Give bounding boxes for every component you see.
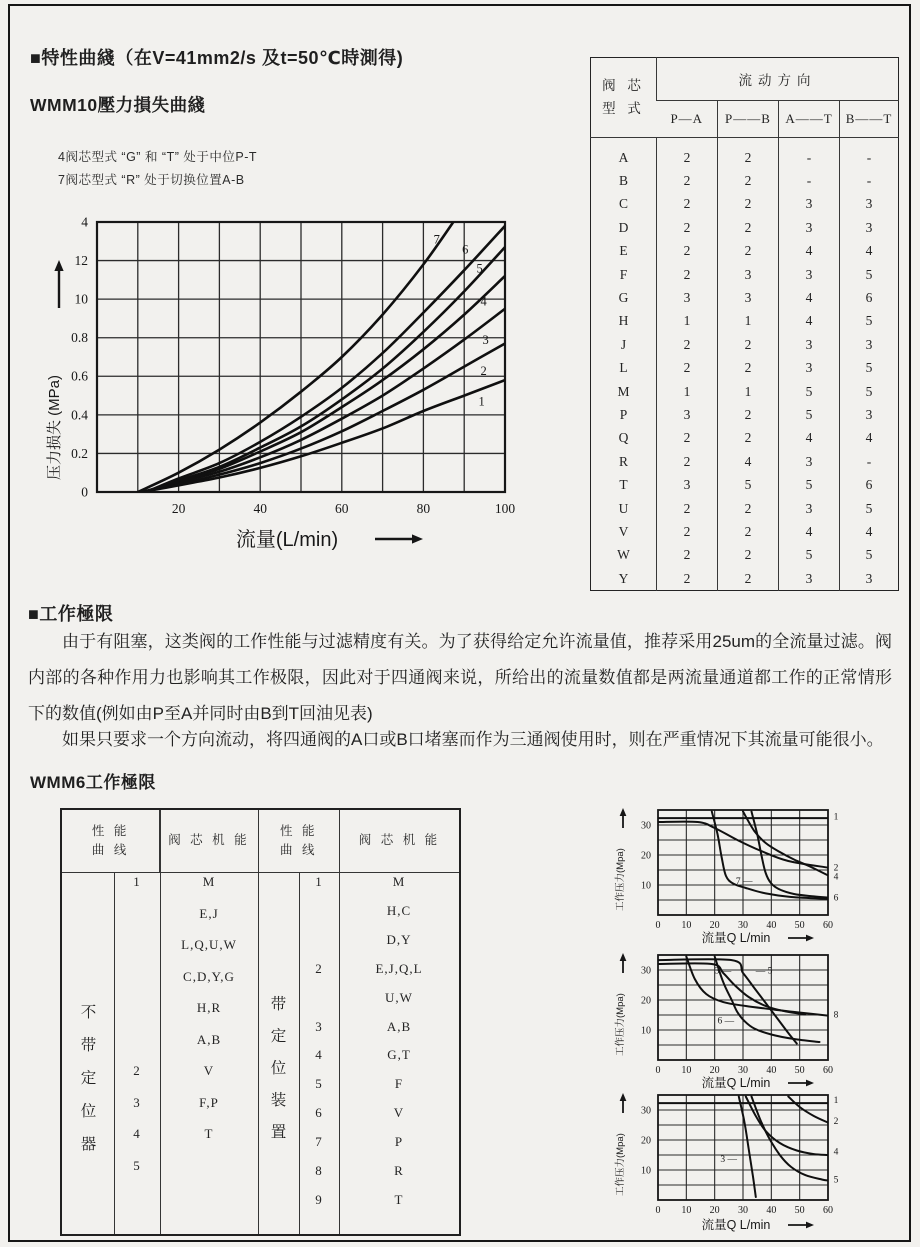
- x-tick-label: 60: [823, 1065, 833, 1076]
- y-tick-label: 30: [641, 820, 651, 832]
- curves: [138, 218, 505, 492]
- flow-col-header: B——T: [840, 101, 899, 138]
- wmm6-cell: T: [204, 1126, 214, 1141]
- x-tick-label: 20: [709, 920, 720, 931]
- wmm6-cell: A,B: [196, 1031, 222, 1047]
- y-tick-label: 20: [641, 850, 651, 862]
- curve-3: [658, 963, 805, 1014]
- wmm6-table-header: [62, 810, 459, 873]
- flow-value-cell: 3: [779, 193, 840, 216]
- flow-col-header: P——B: [718, 101, 779, 138]
- wmm6-header-cell: [339, 810, 459, 872]
- flow-table-row: [591, 169, 899, 192]
- spool-type-cell: P: [619, 406, 628, 422]
- flow-value-cell: -: [840, 169, 899, 192]
- curve-label-5: — 5: [755, 966, 773, 977]
- wmm6-cell: P: [394, 1134, 404, 1150]
- wmm6-limit-chart-1: [602, 798, 912, 946]
- flow-value-cell: 2: [657, 357, 718, 380]
- flow-value-cell: 6: [840, 473, 899, 496]
- flow-value-cell: 4: [840, 240, 899, 263]
- wmm6-cell: R: [394, 1163, 404, 1178]
- flow-value-cell: 2: [657, 138, 718, 170]
- curve-label-4: 4: [833, 1147, 839, 1158]
- wmm6-cell: 2: [133, 1063, 141, 1078]
- flow-table-row: [591, 497, 899, 520]
- wmm6-cell: 3: [133, 1094, 141, 1110]
- y-tick-label: 20: [641, 1135, 651, 1147]
- flow-value-cell: -: [840, 450, 899, 473]
- y-tick-label: 30: [641, 965, 651, 977]
- wmm6-header-line: 曲 线: [279, 843, 318, 857]
- flow-value-cell: 2: [657, 450, 718, 473]
- flow-value-cell: 2: [657, 240, 718, 263]
- y-tick-label: 30: [641, 1105, 651, 1117]
- x-tick-label: 40: [253, 501, 267, 516]
- flow-value-cell: 2: [718, 240, 779, 263]
- spool-type-cell: F: [619, 266, 628, 282]
- x-tick-label: 0: [655, 1205, 661, 1216]
- table-vertical-rule: [114, 872, 115, 1234]
- spool-type-header: [591, 58, 657, 138]
- x-axis-label: 流量Q L/min: [701, 1218, 771, 1232]
- flow-direction-header: 流动方向: [657, 58, 899, 101]
- wmm6-cell: 2: [315, 960, 323, 976]
- flow-value-cell: 1: [718, 310, 779, 333]
- flow-value-cell: 5: [718, 473, 779, 496]
- wmm6-cell: 定: [80, 1070, 97, 1087]
- flow-col-header: P—A: [657, 101, 718, 138]
- flow-value-cell: 4: [779, 286, 840, 309]
- wmm6-cell: 4: [315, 1047, 323, 1063]
- flow-value-cell: 5: [779, 544, 840, 567]
- flow-value-cell: 2: [657, 333, 718, 356]
- flow-value-cell: 2: [657, 263, 718, 286]
- x-tick-label: 10: [681, 1205, 692, 1216]
- wmm6-cell: 位: [80, 1103, 97, 1120]
- wmm6-cell: C,D,Y,G: [183, 968, 235, 984]
- x-tick-label: 10: [681, 920, 692, 931]
- spool-type-cell: V: [618, 523, 629, 539]
- flow-value-cell: 2: [657, 169, 718, 192]
- flow-value-cell: 2: [718, 544, 779, 567]
- wmm6-cell: M: [392, 874, 406, 889]
- curve-label-4: 4: [480, 294, 487, 309]
- flow-value-cell: 5: [779, 403, 840, 426]
- y-tick-label: 20: [641, 995, 651, 1007]
- working-limits-paragraph-2: 如果只要求一个方向流动，将四通阀的A口或B口堵塞而作为三通阀使用时，则在严重情况下其流量可能很小。: [62, 730, 884, 749]
- wmm10-pressure-loss-svg: [25, 212, 545, 552]
- flow-value-cell: 2: [718, 357, 779, 380]
- x-tick-label: 30: [738, 1065, 748, 1076]
- wmm6-cell: 器: [80, 1136, 97, 1153]
- wmm6-cell: 不: [80, 1004, 97, 1021]
- flow-table-row: [591, 567, 899, 591]
- spool-type-cell: Q: [618, 430, 629, 446]
- flow-value-cell: 1: [657, 310, 718, 333]
- wmm6-cell: 装: [270, 1092, 287, 1109]
- curve-label-2: 2: [833, 863, 839, 874]
- wmm6-limits-3-svg: [602, 1083, 912, 1237]
- flow-value-cell: 3: [657, 473, 718, 496]
- wmm6-cell: 带: [80, 1037, 97, 1054]
- y-tick-label: 0.4: [71, 407, 88, 423]
- flow-value-cell: 3: [779, 357, 840, 380]
- arrow-head-icon: [620, 953, 627, 961]
- wmm10-chart-title: WMM10壓力損失曲綫: [30, 95, 206, 115]
- flow-value-cell: 4: [779, 310, 840, 333]
- flow-value-cell: 2: [718, 567, 779, 591]
- wmm6-cell: A,B: [386, 1018, 412, 1034]
- wmm6-cell: M: [202, 874, 216, 889]
- flow-value-cell: 2: [718, 520, 779, 543]
- arrow-head-icon: [54, 260, 63, 271]
- y-tick-label: 10: [641, 1025, 651, 1037]
- curve-6: [146, 226, 505, 492]
- flow-value-cell: 2: [657, 216, 718, 239]
- flow-table-row: [591, 544, 899, 567]
- y-tick-label: 0.2: [71, 445, 88, 461]
- wmm6-working-limits-table: [60, 808, 461, 1236]
- flow-value-cell: 4: [718, 450, 779, 473]
- x-tick-label: 100: [494, 501, 516, 516]
- wmm6-cell: E,J,Q,L: [375, 960, 423, 976]
- wmm6-cell: 定: [270, 1028, 287, 1045]
- curve-label-6: 6: [462, 242, 469, 257]
- wmm6-cell: 5: [133, 1157, 141, 1173]
- flow-value-cell: 4: [779, 520, 840, 543]
- wmm6-limit-chart-2: [602, 943, 912, 1091]
- flow-table-row: [591, 473, 899, 496]
- spool-type-cell: Y: [618, 570, 629, 586]
- y-axis-label: 工作压力(Mpa): [615, 993, 626, 1056]
- flow-value-cell: 3: [840, 216, 899, 239]
- flow-table-row: [591, 263, 899, 286]
- flow-value-cell: 2: [718, 169, 779, 192]
- flow-table-row: [591, 380, 899, 403]
- spool-type-cell: C: [618, 196, 628, 212]
- spool-type-cell: J: [620, 336, 627, 352]
- wmm6-header-line: 阀 芯 机 能: [358, 833, 441, 848]
- flow-value-cell: 3: [840, 333, 899, 356]
- flow-value-cell: 3: [840, 567, 899, 591]
- wmm6-cell: 8: [315, 1163, 323, 1178]
- curve-label-1: 1: [478, 394, 485, 409]
- x-tick-label: 50: [794, 1065, 805, 1076]
- arrow-head-icon: [806, 935, 814, 942]
- flow-value-cell: 3: [779, 216, 840, 239]
- wmm6-cell: T: [394, 1191, 404, 1207]
- wmm6-limits-1-svg: [602, 798, 912, 946]
- y-axis-label: 压力损失 (MPa): [46, 374, 63, 480]
- flow-table-row: [591, 310, 899, 333]
- flow-table-row: [591, 240, 899, 263]
- x-axis-label: 流量Q L/min: [701, 1076, 771, 1090]
- grid: [97, 222, 505, 492]
- curve-label-4: 4: [833, 872, 839, 883]
- x-tick-label: 30: [738, 1205, 748, 1216]
- flow-value-cell: 2: [657, 497, 718, 520]
- y-axis-label: 工作压力(Mpa): [615, 1133, 626, 1196]
- x-tick-label: 0: [655, 1065, 661, 1076]
- flow-value-cell: 2: [718, 216, 779, 239]
- curve-label-1: 1: [833, 1095, 839, 1106]
- flow-value-cell: 3: [779, 497, 840, 520]
- flow-value-cell: 5: [840, 380, 899, 403]
- flow-value-cell: 2: [718, 193, 779, 216]
- x-axis-label: 流量(L/min): [235, 529, 339, 551]
- flow-value-cell: 3: [840, 403, 899, 426]
- wmm6-header-line: 性 能: [91, 823, 130, 838]
- flow-value-cell: 3: [779, 567, 840, 591]
- flow-value-cell: 4: [840, 427, 899, 450]
- spool-type-cell: W: [617, 547, 630, 563]
- wmm6-cell: U,W: [385, 989, 413, 1005]
- x-tick-label: 40: [766, 920, 777, 931]
- curve-label-3: 3 —: [714, 966, 732, 977]
- x-tick-label: 20: [709, 1205, 720, 1216]
- x-tick-label: 30: [738, 920, 748, 931]
- x-tick-label: 40: [766, 1205, 777, 1216]
- wmm6-cell: H,C: [386, 902, 412, 918]
- flow-value-cell: 2: [657, 427, 718, 450]
- flow-value-cell: 5: [840, 544, 899, 567]
- y-tick-label: 0: [81, 484, 88, 500]
- wmm6-header-cell: [258, 810, 339, 872]
- wmm6-cell: E,J: [199, 905, 219, 921]
- spool-type-cell: T: [619, 477, 628, 493]
- spool-type-cell: E: [619, 243, 628, 259]
- flow-value-cell: 3: [779, 450, 840, 473]
- flow-value-cell: 5: [779, 380, 840, 403]
- flow-table-row: [591, 357, 899, 380]
- flow-value-cell: -: [779, 169, 840, 192]
- wmm6-cell: D,Y: [386, 931, 412, 947]
- x-tick-label: 50: [794, 1205, 805, 1216]
- wmm6-cell: 1: [315, 874, 323, 889]
- wmm6-header-cell: [62, 810, 159, 872]
- x-axis-label: 流量Q L/min: [701, 931, 771, 945]
- flow-table-row: [591, 520, 899, 543]
- flow-value-cell: 1: [718, 380, 779, 403]
- flow-value-cell: 3: [779, 333, 840, 356]
- curve-label-7: 7: [433, 232, 440, 247]
- curve-label-5: 5: [476, 261, 483, 276]
- curve-label-2: 2: [480, 363, 487, 378]
- wmm6-cell: V: [203, 1063, 215, 1078]
- x-tick-label: 60: [823, 920, 833, 931]
- wmm6-cell: 9: [315, 1191, 323, 1207]
- flow-value-cell: 2: [657, 520, 718, 543]
- curve-4: [746, 1097, 828, 1156]
- y-tick-label: 12: [74, 253, 88, 269]
- flow-table-row: [591, 427, 899, 450]
- y-tick-label: 0.6: [71, 368, 88, 384]
- wmm6-section-title: WMM6工作極限: [30, 773, 156, 792]
- wmm6-cell: 4: [133, 1126, 141, 1141]
- curve-label-5: 5: [833, 1175, 839, 1186]
- section-title-working-limits: ■工作極限: [28, 604, 114, 624]
- wmm6-limit-chart-3: [602, 1083, 912, 1237]
- flow-table-row: [591, 216, 899, 239]
- flow-value-cell: 2: [718, 497, 779, 520]
- spool-type-cell: M: [617, 383, 630, 399]
- flow-value-cell: 3: [718, 286, 779, 309]
- x-tick-label: 60: [823, 1205, 833, 1216]
- wmm6-cell: 1: [133, 874, 141, 889]
- wmm6-cell: F: [394, 1076, 404, 1092]
- curve-label-2: 2: [833, 1116, 839, 1127]
- y-tick-label: 10: [74, 291, 88, 307]
- spool-type-cell: R: [618, 453, 628, 469]
- spool-type-cell: B: [618, 173, 628, 189]
- spool-type-cell: L: [619, 360, 628, 376]
- spool-type-cell: A: [618, 149, 629, 165]
- chart-notes: [58, 146, 257, 191]
- flow-value-cell: 3: [657, 286, 718, 309]
- wmm6-cell: 置: [270, 1124, 287, 1141]
- spool-type-cell: D: [618, 219, 629, 235]
- x-tick-label: 80: [416, 501, 431, 516]
- curve-4: [146, 276, 505, 492]
- flow-value-cell: 4: [840, 520, 899, 543]
- wmm6-header-line: 阀 芯 机 能: [168, 833, 250, 848]
- x-tick-label: 40: [766, 1065, 777, 1076]
- flow-value-cell: 2: [657, 567, 718, 591]
- curve-label-3: 3: [482, 333, 489, 348]
- wmm6-cell: L,Q,U,W: [181, 937, 237, 952]
- curve-5: [752, 1097, 829, 1181]
- curve-label-7: 7 —: [735, 876, 753, 887]
- flow-value-cell: 4: [779, 427, 840, 450]
- flow-value-cell: 2: [718, 427, 779, 450]
- flow-value-cell: 5: [779, 473, 840, 496]
- wmm6-cell: F,P: [199, 1094, 219, 1110]
- note-line-2: 7阀芯型式 “R” 处于切换位置A-B: [58, 172, 245, 187]
- flow-direction-table: [590, 57, 899, 591]
- arrow-head-icon: [620, 808, 627, 816]
- wmm6-header-line: 曲 线: [91, 843, 130, 857]
- spool-type-cell: H: [618, 313, 629, 329]
- y-tick-label: 10: [641, 880, 651, 892]
- curve-label-1: 1: [833, 812, 839, 823]
- x-tick-label: 10: [681, 1065, 692, 1076]
- flow-value-cell: 5: [840, 357, 899, 380]
- wmm6-cell: 3: [315, 1018, 323, 1034]
- flow-value-cell: 2: [718, 403, 779, 426]
- spool-header-line1: 阀 芯: [602, 77, 645, 93]
- wmm6-cell: 5: [315, 1076, 323, 1092]
- y-tick-label: 0.8: [71, 330, 88, 346]
- x-tick-label: 0: [655, 920, 661, 931]
- flow-value-cell: 3: [657, 403, 718, 426]
- y-tick-label: 4: [81, 214, 88, 230]
- flow-value-cell: 4: [779, 240, 840, 263]
- wmm10-pressure-loss-chart: [25, 212, 545, 552]
- wmm6-cell: G,T: [387, 1047, 411, 1063]
- x-tick-label: 20: [709, 1065, 720, 1076]
- curve-label-6: 6 —: [717, 1016, 735, 1027]
- flow-value-cell: -: [840, 138, 899, 170]
- flow-value-cell: 5: [840, 497, 899, 520]
- curve-label-6: 6: [833, 893, 839, 904]
- spool-header-line2: 型 式: [602, 100, 645, 116]
- flow-value-cell: -: [779, 138, 840, 170]
- wmm6-cell: V: [393, 1105, 405, 1121]
- flow-table-row: [591, 403, 899, 426]
- flow-table-row: [591, 286, 899, 309]
- flow-value-cell: 2: [718, 333, 779, 356]
- arrow-head-icon: [620, 1093, 627, 1101]
- grid: [658, 955, 828, 1060]
- curve-label-3: 3 —: [720, 1154, 737, 1165]
- flow-table-row: [591, 450, 899, 473]
- spool-type-cell: U: [618, 500, 629, 516]
- flow-table-row: [591, 333, 899, 356]
- flow-table-row: [591, 193, 899, 216]
- flow-value-cell: 3: [779, 263, 840, 286]
- x-tick-label: 50: [794, 920, 805, 931]
- wmm6-cell: 位: [270, 1060, 287, 1077]
- spool-type-cell: G: [618, 290, 629, 306]
- table-vertical-rule: [258, 810, 259, 1234]
- flow-value-cell: 3: [840, 193, 899, 216]
- note-line-1: 4阀芯型式 “G” 和 “T” 处于中位P-T: [58, 150, 257, 164]
- arrow-head-icon: [806, 1222, 814, 1229]
- wmm6-header-line: 性 能: [279, 823, 318, 838]
- flow-value-cell: 5: [840, 310, 899, 333]
- flow-value-cell: 2: [718, 138, 779, 170]
- flow-value-cell: 5: [840, 263, 899, 286]
- flow-value-cell: 1: [657, 380, 718, 403]
- flow-value-cell: 6: [840, 286, 899, 309]
- flow-direction-grid: [590, 57, 899, 591]
- wmm6-limits-2-svg: [602, 943, 912, 1091]
- x-tick-label: 20: [171, 501, 186, 516]
- wmm6-cell: 6: [315, 1105, 323, 1121]
- y-tick-label: 10: [641, 1165, 651, 1177]
- wmm6-header-cell: [159, 810, 257, 872]
- flow-col-header: A——T: [779, 101, 840, 138]
- x-tick-label: 60: [335, 501, 349, 516]
- section-title-characteristic-curves: ■特性曲綫（在V=41mm2/s 及t=50℃時測得): [30, 48, 404, 68]
- flow-table-row: [591, 138, 899, 170]
- wmm6-cell: H,R: [196, 1000, 222, 1015]
- flow-value-cell: 2: [657, 544, 718, 567]
- arrow-head-icon: [412, 534, 423, 543]
- flow-value-cell: 3: [718, 263, 779, 286]
- working-limits-paragraph-1: 由于有阻塞，这类阀的工作性能与过滤精度有关。为了获得给定允许流量值，推荐采用25um的全流量过滤。阀内部的各种作用力也影响其工作极限，因此对于四通阀来说，所给出的流量数值都是两流量通道都工作的正常情形下的数值(例如由P至A并同时由B到T回油见表): [28, 632, 892, 723]
- wmm6-cell: 带: [270, 996, 287, 1013]
- y-axis-label: 工作压力(Mpa): [615, 848, 626, 911]
- wmm6-cell: 7: [315, 1134, 323, 1150]
- flow-value-cell: 2: [657, 193, 718, 216]
- curve-label-8: 8: [833, 1010, 839, 1021]
